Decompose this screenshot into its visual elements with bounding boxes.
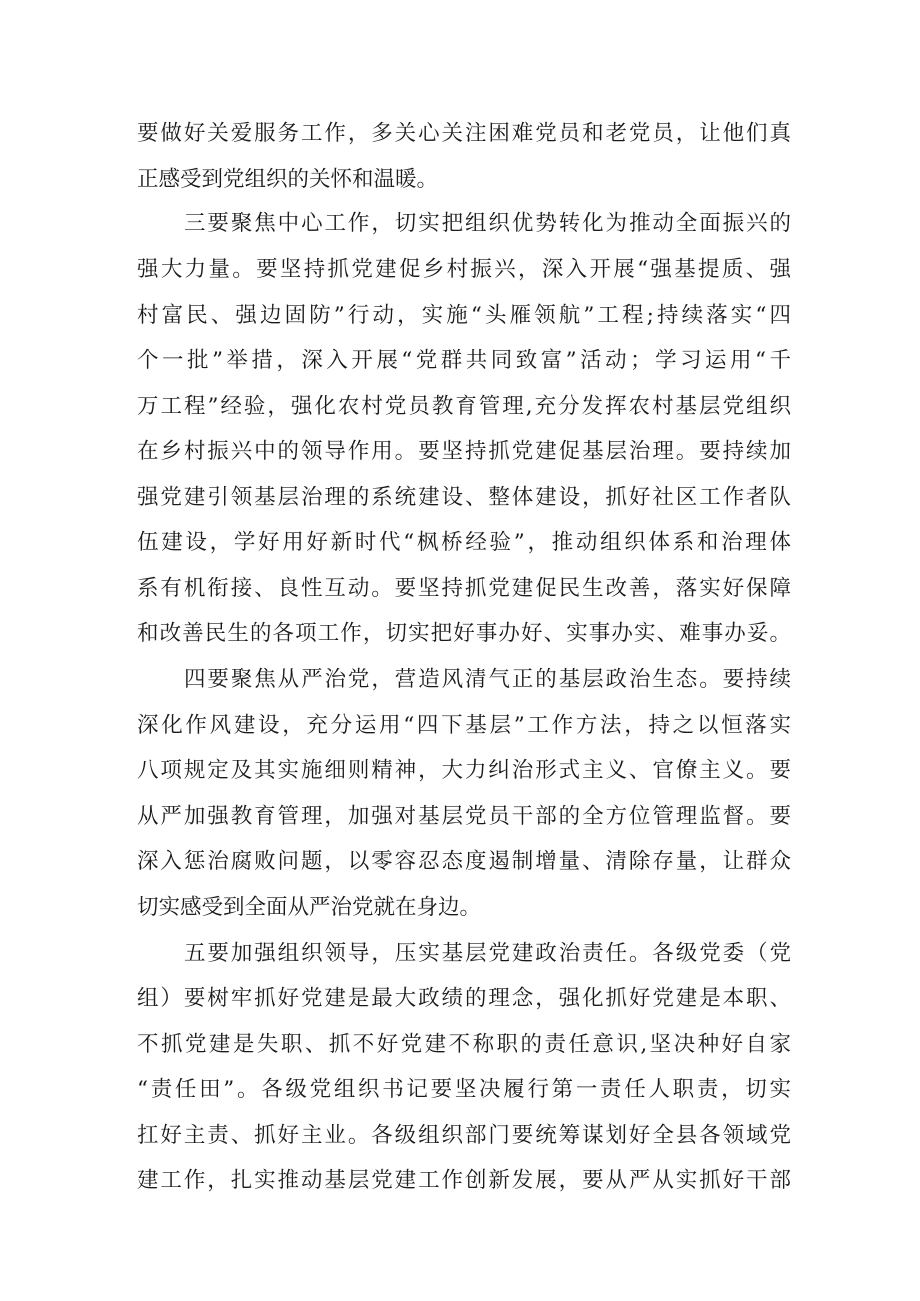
text-line: 伍建设，学好用好新时代“枫桥经验”，推动组织体系和治理体 — [137, 530, 791, 555]
text-line: 四要聚焦从严治党，营造风清气正的基层政治生态。要持续 — [184, 667, 791, 692]
text-line: 切实感受到全面从严治党就在身边。 — [137, 895, 482, 920]
text-line: 组）要树牢抓好党建是最大政绩的理念，强化抓好党建是本职、 — [137, 986, 791, 1011]
text-line: “责任田”。各级党组织书记要坚决履行第一责任人职责，切实 — [137, 1077, 791, 1102]
text-line: 不抓党建是失职、抓不好党建不称职的责任意识,坚决种好自家 — [137, 1032, 791, 1057]
text-line: 三要聚焦中心工作，切实把组织优势转化为推动全面振兴的 — [184, 211, 791, 236]
text-line: 正感受到党组织的关怀和温暖。 — [137, 167, 439, 192]
text-line: 建工作，扎实推动基层党建工作创新发展，要从严从实抓好干部 — [137, 1168, 791, 1193]
text-line: 系有机衔接、良性互动。要坚持抓党建促民生改善，落实好保障 — [137, 576, 791, 601]
text-line: 从严加强教育管理，加强对基层党员干部的全方位管理监督。要 — [137, 804, 791, 829]
text-line: 强党建引领基层治理的系统建设、整体建设，抓好社区工作者队 — [137, 485, 791, 510]
text-line: 村富民、强边固防”行动，实施“头雁领航”工程;持续落实“四 — [137, 303, 791, 328]
text-line: 万工程”经验，强化农村党员教育管理,充分发挥农村基层党组织 — [137, 394, 791, 419]
text-line: 要做好关爱服务工作，多关心关注困难党员和老党员，让他们真 — [137, 121, 791, 146]
text-line: 在乡村振兴中的领导作用。要坚持抓党建促基层治理。要持续加 — [137, 439, 791, 464]
text-line: 扛好主责、抓好主业。各级组织部门要统筹谋划好全县各领域党 — [137, 1123, 791, 1148]
text-line: 个一批”举措，深入开展“党群共同致富”活动；学习运用“千 — [137, 348, 791, 373]
text-line: 八项规定及其实施细则精神，大力纠治形式主义、官僚主义。要 — [137, 758, 791, 783]
text-line: 深化作风建设，充分运用“四下基层”工作方法，持之以恒落实 — [137, 713, 791, 738]
text-line: 强大力量。要坚持抓党建促乡村振兴，深入开展“强基提质、强 — [137, 257, 791, 282]
text-line: 五要加强组织领导，压实基层党建政治责任。各级党委（党 — [184, 941, 791, 966]
text-line: 和改善民生的各项工作，切实把好事办好、实事办实、难事办妥。 — [137, 621, 791, 646]
text-line: 深入惩治腐败问题，以零容忍态度遏制增量、清除存量，让群众 — [137, 849, 791, 874]
